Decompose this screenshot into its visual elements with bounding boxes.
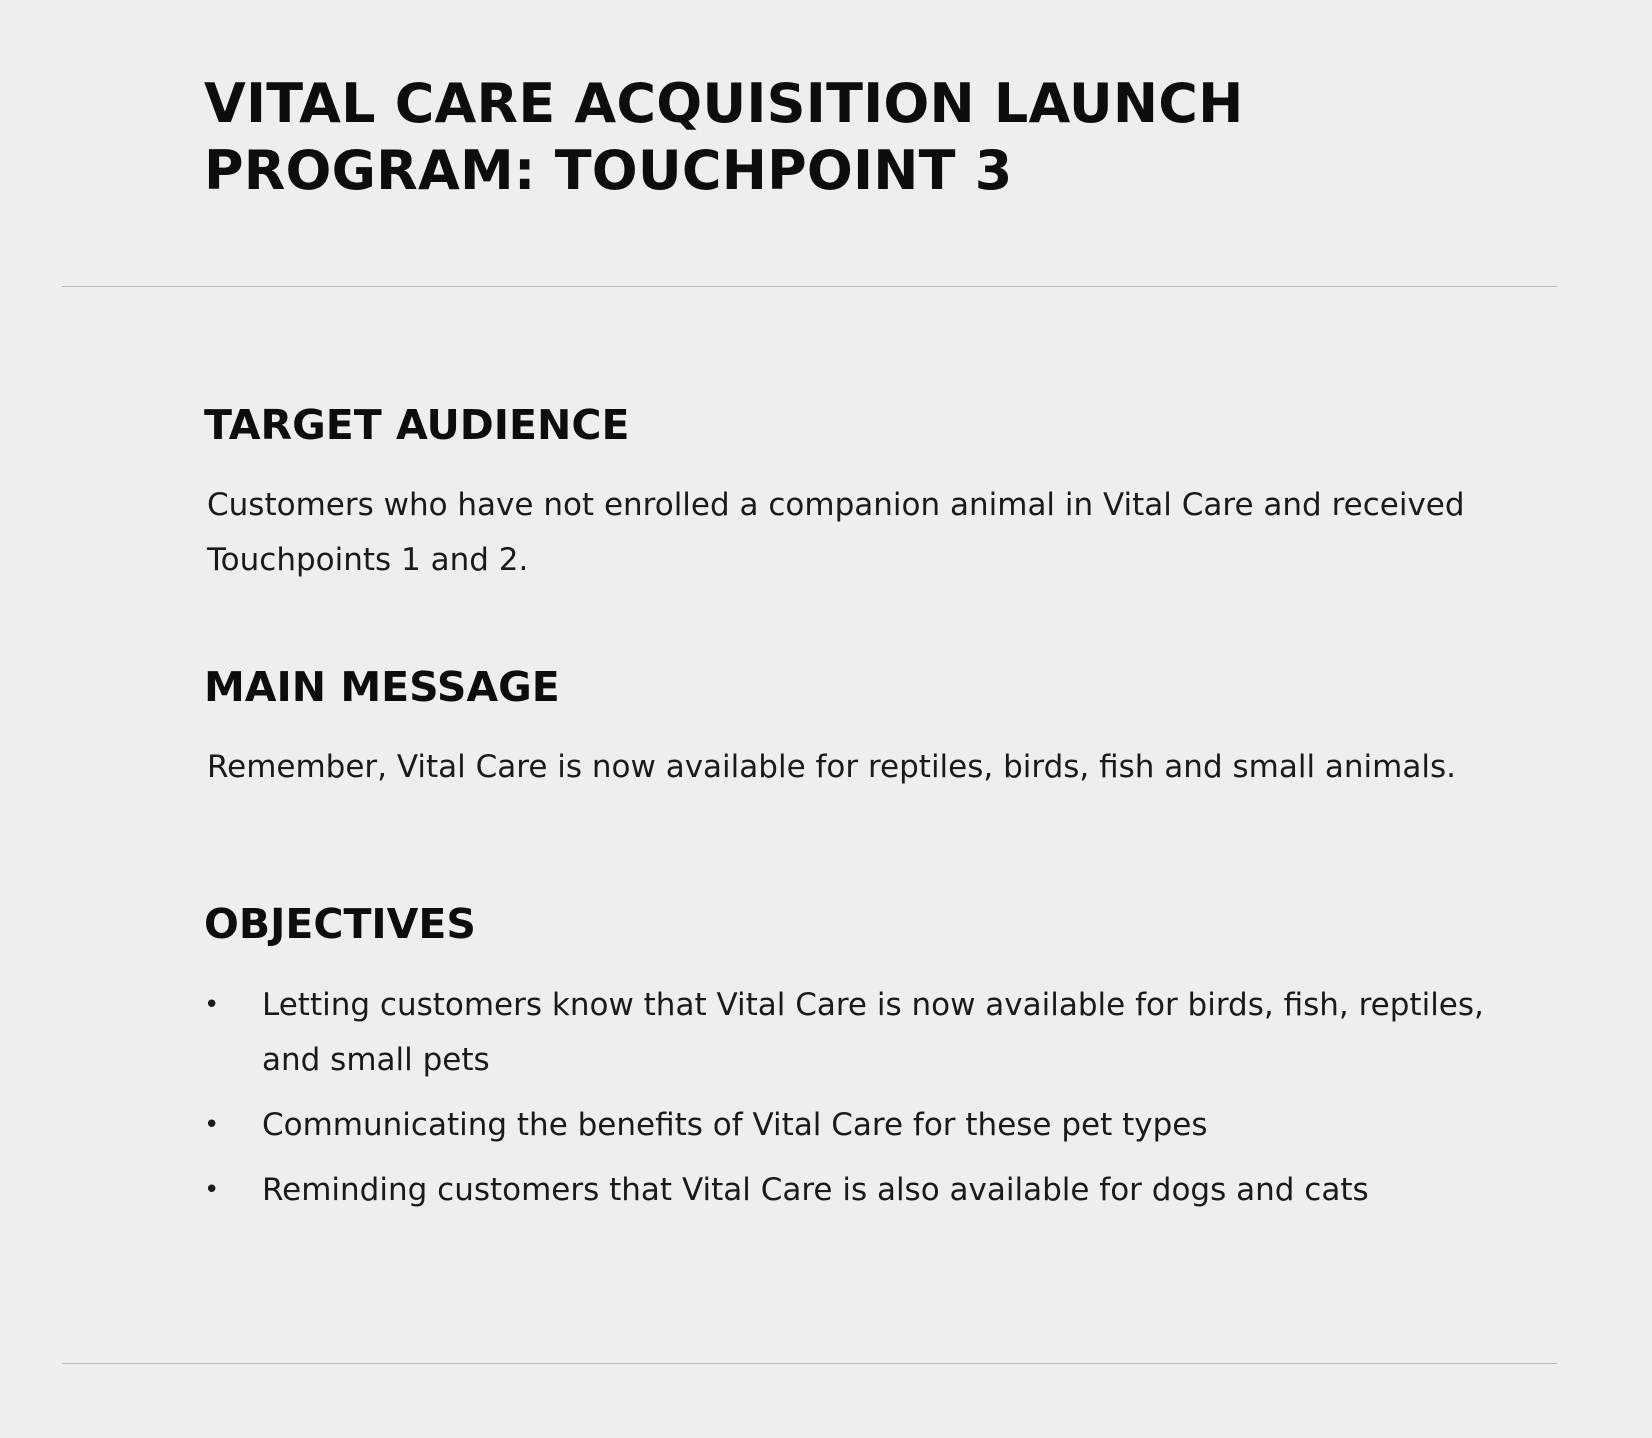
- objective-text: Reminding customers that Vital Care is also available for dogs and cats: [262, 1172, 1369, 1208]
- objective-text: Communicating the benefits of Vital Care for these pet types: [262, 1107, 1208, 1143]
- objectives-list: [204, 978, 1504, 1228]
- objective-item: [204, 1098, 1504, 1153]
- objective-item: [204, 978, 1504, 1088]
- bullet-icon: •: [204, 1110, 220, 1140]
- target-audience-text: Customers who have not enrolled a companion animal in Vital Care and received Touchpoints 1 and 2.: [207, 487, 1465, 578]
- main-message-heading: MAIN MESSAGE: [204, 663, 560, 711]
- page-title: VITAL CARE ACQUISITION LAUNCH PROGRAM: TOUCHPOINT 3: [204, 72, 1244, 202]
- target-audience-heading: TARGET AUDIENCE: [204, 401, 630, 449]
- objective-text: Letting customers know that Vital Care is now available for birds, fish, reptiles, and small pets: [262, 987, 1484, 1078]
- bullet-icon: •: [204, 990, 220, 1020]
- top-divider: [62, 286, 1557, 287]
- bottom-divider: [62, 1363, 1557, 1364]
- main-message-text: Remember, Vital Care is now available for reptiles, birds, fish and small animals.: [207, 749, 1456, 785]
- objectives-heading: OBJECTIVES: [204, 900, 476, 948]
- objective-item: [204, 1163, 1504, 1218]
- bullet-icon: •: [204, 1175, 220, 1205]
